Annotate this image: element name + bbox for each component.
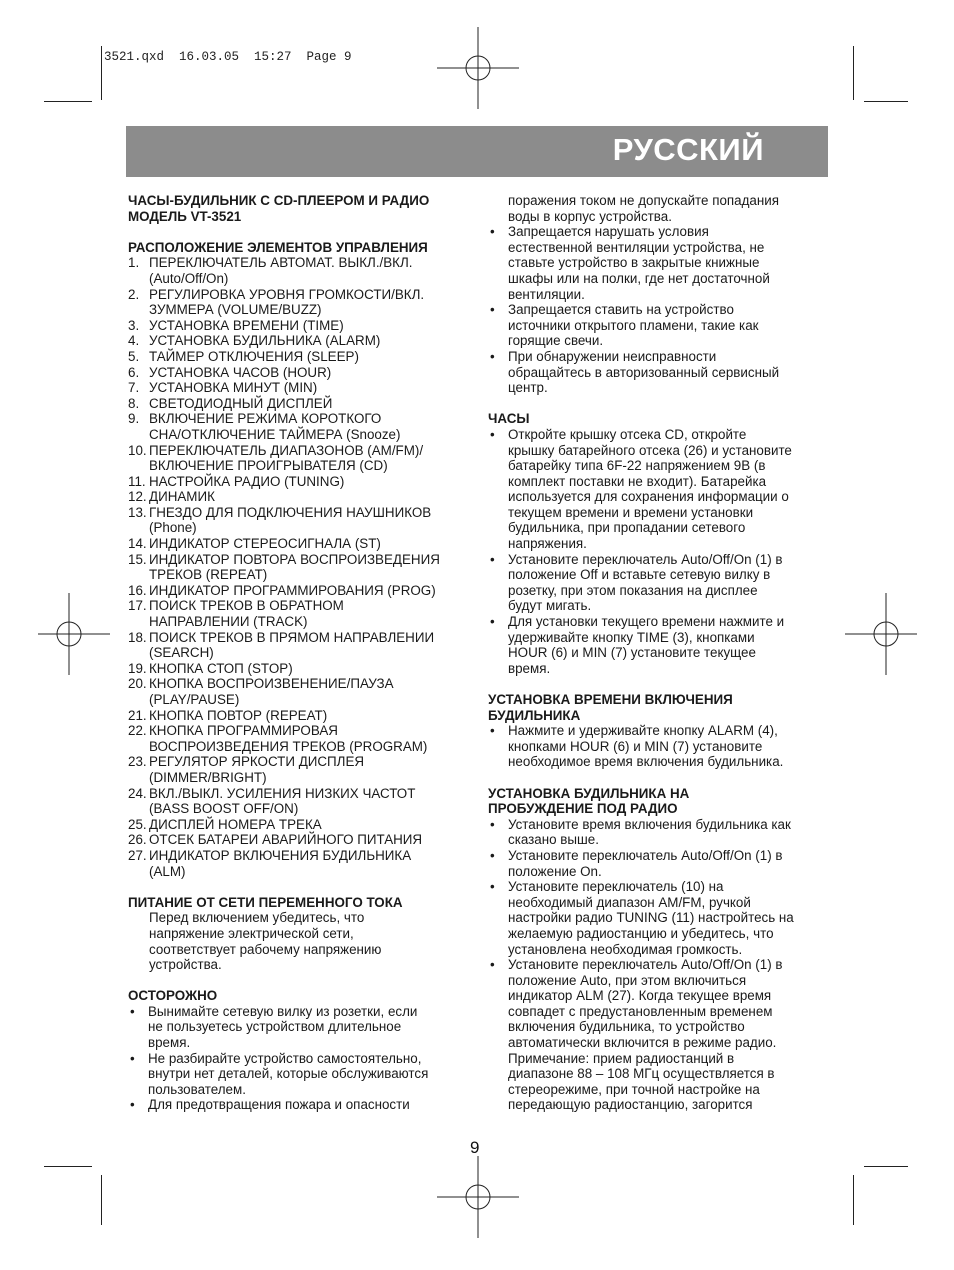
- control-item-line: ЗУММЕРА (VOLUME/BUZZ): [149, 302, 322, 318]
- clock-item-line: батарейку типа 6F-22 напряжением 9В (в: [508, 458, 766, 474]
- control-item-text: [149, 630, 472, 661]
- control-item-text: [149, 786, 472, 817]
- control-item-line: НАПРАВЛЕНИИ (TRACK): [149, 614, 308, 630]
- control-item-number: 22.: [128, 723, 147, 739]
- power-line: соответствует рабочему напряжению: [149, 941, 382, 957]
- control-item-number: 21.: [128, 707, 147, 723]
- alarm-heading: [488, 692, 832, 723]
- radio-alarm-item-line: необходимый диапазон AM/FM, ручкой: [508, 894, 751, 910]
- control-item-number: 26.: [128, 832, 147, 848]
- bullet-icon: •: [490, 224, 495, 240]
- control-item-text: [149, 723, 472, 754]
- clock-item-line: HOUR (6) и MIN (7) установите текущее: [508, 645, 756, 661]
- control-item-number: 12.: [128, 489, 147, 505]
- control-item-text: [149, 318, 472, 334]
- crop-mark-bl-h: [44, 1166, 92, 1167]
- control-item-number: 4.: [128, 333, 140, 349]
- bullet-icon: •: [490, 302, 495, 318]
- control-item-line: КНОПКА ВОСПРОИЗВЕНЕНИЕ/ПАУЗА: [149, 676, 394, 692]
- control-item-text: [149, 832, 472, 848]
- clock-heading: ЧАСЫ: [488, 411, 530, 427]
- caution-item-text: [148, 1004, 472, 1051]
- radio-alarm-item-text: [508, 817, 832, 848]
- control-item-line: ПОИСК ТРЕКОВ В ОБРАТНОМ: [149, 598, 344, 614]
- radio-alarm-heading-line: ПРОБУЖДЕНИЕ ПОД РАДИО: [488, 801, 678, 817]
- control-item-text: [149, 676, 472, 707]
- control-item-text: [149, 474, 472, 490]
- alarm-heading-line: БУДИЛЬНИКА: [488, 707, 581, 723]
- clock-item-line: будильника, при пропадании сетевого: [508, 520, 746, 536]
- control-item-text: [149, 552, 472, 583]
- radio-alarm-item-line: индикатор ALM (27). Когда текущее время: [508, 988, 772, 1004]
- caution-item-text: [508, 302, 832, 349]
- caution-item-line: Не разбирайте устройство самостоятельно,: [148, 1050, 422, 1066]
- control-item: [128, 723, 472, 754]
- caution-item: [128, 1097, 472, 1113]
- clock-item-line: время.: [508, 660, 551, 676]
- radio-alarm-item-line: Установите переключатель Auto/Off/On (1) в: [508, 957, 783, 973]
- caution-item-line: Вынимайте сетевую вилку из розетки, если: [148, 1003, 418, 1019]
- control-item-number: 20.: [128, 676, 147, 692]
- control-item-text: [149, 255, 472, 286]
- crop-mark-tr-h: [864, 101, 908, 102]
- caution-item: [128, 1004, 472, 1051]
- control-item-line: (PLAY/PAUSE): [149, 692, 240, 707]
- control-item: [128, 349, 472, 365]
- bullet-icon: •: [130, 1050, 135, 1066]
- radio-alarm-item-line: автоматически включится в режиме радио.: [508, 1035, 777, 1051]
- control-item-line: РЕГУЛЯТОР ЯРКОСТИ ДИСПЛЕЯ: [149, 754, 365, 770]
- control-item-line: ПЕРЕКЛЮЧАТЕЛЬ АВТОМАТ. ВЫКЛ./ВКЛ.: [149, 255, 413, 271]
- control-item-line: СВЕТОДИОДНЫЙ ДИСПЛЕЙ: [149, 395, 333, 411]
- caution-item-line: центр.: [508, 380, 548, 396]
- control-item: [128, 333, 472, 349]
- control-item-text: [149, 505, 472, 536]
- clock-item-text: [508, 427, 832, 552]
- control-item: [128, 443, 472, 474]
- control-item: [128, 583, 472, 599]
- model-title: МОДЕЛЬ VT-3521: [128, 208, 242, 224]
- banner-title: РУССКИЙ: [612, 132, 764, 167]
- radio-alarm-item-line: положение On.: [508, 863, 602, 879]
- control-item: [128, 489, 472, 505]
- power-heading: ПИТАНИЕ ОТ СЕТИ ПЕРЕМЕННОГО ТОКА: [128, 894, 403, 910]
- control-item-text: [149, 396, 472, 412]
- caution-item-line: внутри нет деталей, которые обслуживаются: [148, 1066, 429, 1082]
- radio-alarm-item-line: совпадет с предустановленным временем: [508, 1003, 773, 1019]
- registration-mark-left: [28, 593, 110, 675]
- clock-item: [488, 552, 832, 614]
- caution-item-line: обращайтесь в авторизованный сервисный: [508, 364, 780, 380]
- control-item: [128, 287, 472, 318]
- control-item-line: УСТАНОВКА ЧАСОВ (HOUR): [149, 364, 332, 380]
- controls-list: [128, 255, 472, 879]
- control-item-number: 16.: [128, 582, 147, 598]
- control-item-number: 18.: [128, 629, 147, 645]
- control-item-number: 5.: [128, 348, 140, 364]
- control-item-line: ОТСЕК БАТАРЕИ АВАРИЙНОГО ПИТАНИЯ: [149, 832, 423, 848]
- caution-item-line: Запрещается ставить на устройство: [508, 302, 734, 318]
- control-item-text: [149, 708, 472, 724]
- radio-alarm-item: [488, 879, 832, 957]
- alarm-item-text: [508, 723, 832, 770]
- control-item-line: ВКЛ./ВЫКЛ. УСИЛЕНИЯ НИЗКИХ ЧАСТОТ: [149, 785, 416, 801]
- crop-mark-tr-v: [853, 46, 854, 100]
- control-item-line: (ALM): [149, 863, 186, 879]
- control-item-line: ПОИСК ТРЕКОВ В ПРЯМОМ НАПРАВЛЕНИИ: [149, 629, 435, 645]
- control-item-line: СНА/ОТКЛЮЧЕНИЕ ТАЙМЕРА (Snooze): [149, 426, 401, 442]
- caution-item-line: горящие свечи.: [508, 333, 604, 349]
- radio-alarm-item-line: сказано выше.: [508, 832, 599, 848]
- control-item-text: [149, 365, 472, 381]
- power-line: напряжение электрической сети,: [149, 925, 354, 941]
- control-item-number: 6.: [128, 364, 140, 380]
- clock-item-text: [508, 614, 832, 676]
- radio-alarm-item-line: Установите переключатель (10) на: [508, 879, 724, 895]
- bullet-icon: •: [130, 1097, 135, 1113]
- radio-alarm-item-line: положение Auto, при этом включиться: [508, 972, 747, 988]
- control-item-text: [149, 817, 472, 833]
- registration-mark-top: [437, 27, 519, 109]
- control-item-line: КНОПКА ПОВТОР (REPEAT): [149, 707, 328, 723]
- caution-item-text: [148, 1051, 472, 1098]
- control-item-line: ПЕРЕКЛЮЧАТЕЛЬ ДИАПАЗОНОВ (AM/FM)/: [149, 442, 424, 458]
- radio-alarm-item-line: настройки радио TUNING (11) настройтесь на: [508, 910, 794, 926]
- alarm-item-line: Нажмите и удерживайте кнопку ALARM (4),: [508, 723, 778, 739]
- clock-item-line: комплект поставки не входит). Батарейка: [508, 473, 767, 489]
- control-item-line: ВКЛЮЧЕНИЕ РЕЖИМА КОРОТКОГО: [149, 411, 382, 427]
- control-item-number: 1.: [128, 255, 140, 271]
- radio-alarm-item-line: стереорежиме, при точной настройке на: [508, 1081, 760, 1097]
- clock-item-line: напряжения.: [508, 536, 587, 552]
- control-item-text: [149, 411, 472, 442]
- control-item-number: 11.: [128, 473, 146, 489]
- bullet-icon: •: [490, 551, 495, 567]
- control-item: [128, 817, 472, 833]
- control-item: [128, 396, 472, 412]
- caution-item-line: естественной вентиляции устройства, не: [508, 239, 765, 255]
- control-item-line: ТРЕКОВ (REPEAT): [149, 567, 268, 583]
- caution-item-line: не пользуетесь устройством длительное: [148, 1019, 402, 1035]
- control-item-number: 24.: [128, 785, 147, 801]
- control-item-text: [149, 443, 472, 474]
- radio-alarm-item: [488, 848, 832, 879]
- clock-item-line: Для установки текущего времени нажмите и: [508, 614, 785, 630]
- control-item-number: 27.: [128, 847, 147, 863]
- power-line: устройства.: [149, 957, 222, 973]
- control-item-number: 19.: [128, 660, 147, 676]
- product-title: ЧАСЫ-БУДИЛЬНИК С CD-ПЛЕЕРОМ И РАДИО: [128, 193, 430, 208]
- crop-mark-br-h: [864, 1166, 908, 1167]
- alarm-item-line: необходимое время включения будильника.: [508, 754, 784, 770]
- control-item-number: 25.: [128, 816, 147, 832]
- alarm-heading-line: УСТАНОВКА ВРЕМЕНИ ВКЛЮЧЕНИЯ: [488, 692, 733, 707]
- crop-mark-tl-h: [44, 101, 92, 102]
- power-paragraph: [128, 910, 472, 972]
- control-item-text: [149, 380, 472, 396]
- bullet-icon: •: [490, 879, 495, 895]
- caution-list: [128, 1004, 472, 1113]
- control-item-line: ИНДИКАТОР СТЕРЕОСИГНАЛА (ST): [149, 536, 381, 552]
- bullet-icon: •: [490, 614, 495, 630]
- control-item: [128, 380, 472, 396]
- radio-alarm-item-line: установлена необходимая громкость.: [508, 941, 743, 957]
- radio-alarm-heading-line: УСТАНОВКА БУДИЛЬНИКА НА: [488, 785, 690, 801]
- control-item-number: 17.: [128, 598, 147, 614]
- control-item-line: ТАЙМЕР ОТКЛЮЧЕНИЯ (SLEEP): [149, 348, 359, 364]
- radio-alarm-item-line: диапазоне 88 – 108 МГц осуществляется в: [508, 1066, 775, 1082]
- caution-item-text: [148, 1097, 472, 1113]
- control-item-line: ИНДИКАТОР ВКЛЮЧЕНИЯ БУДИЛЬНИКА: [149, 847, 412, 863]
- crop-mark-tl-v: [101, 46, 102, 100]
- control-item-line: НАСТРОЙКА РАДИО (TUNING): [149, 473, 345, 489]
- control-item-number: 15.: [128, 551, 147, 567]
- radio-alarm-item-line: передающую радиостанцию, загорится: [508, 1097, 753, 1113]
- control-item-text: [149, 349, 472, 365]
- controls-heading: РАСПОЛОЖЕНИЕ ЭЛЕМЕНТОВ УПРАВЛЕНИЯ: [128, 239, 428, 255]
- control-item: [128, 365, 472, 381]
- control-item-line: УСТАНОВКА ВРЕМЕНИ (TIME): [149, 317, 344, 333]
- radio-alarm-item-text: [508, 848, 832, 879]
- registration-mark-right: [845, 593, 927, 675]
- control-item: [128, 505, 472, 536]
- radio-alarm-item: [488, 957, 832, 1113]
- control-item: [128, 832, 472, 848]
- control-item-line: РЕГУЛИРОВКА УРОВНЯ ГРОМКОСТИ/ВКЛ.: [149, 286, 425, 302]
- right-column: [488, 193, 832, 1113]
- control-item: [128, 676, 472, 707]
- radio-alarm-heading: [488, 786, 832, 817]
- page-number: 9: [470, 1138, 480, 1157]
- control-item-text: [149, 598, 472, 629]
- control-item-line: (Auto/Off/On): [149, 270, 229, 286]
- caution-list-continued: [488, 224, 832, 396]
- clock-item-line: используется для сохранения информации о: [508, 489, 789, 505]
- registration-mark-bottom: [437, 1156, 519, 1238]
- clock-item-line: текущем времени и времени установки: [508, 504, 754, 520]
- caution-item-line: вентиляции.: [508, 286, 585, 302]
- control-item-line: КНОПКА СТОП (STOP): [149, 660, 293, 676]
- radio-alarm-item-line: Установите время включения будильника как: [508, 816, 791, 832]
- caution-item-text: [508, 224, 832, 302]
- crop-mark-br-v: [853, 1175, 854, 1225]
- caution-continuation-line: воды в корпус устройства.: [508, 208, 672, 224]
- control-item-text: [149, 754, 472, 785]
- caution-item: [488, 224, 832, 302]
- control-item-line: УСТАНОВКА БУДИЛЬНИКА (ALARM): [149, 333, 381, 349]
- control-item: [128, 474, 472, 490]
- control-item-text: [149, 333, 472, 349]
- left-column: [128, 193, 472, 1113]
- alarm-item: [488, 723, 832, 770]
- control-item-text: [149, 287, 472, 318]
- bullet-icon: •: [490, 847, 495, 863]
- control-item-text: [149, 536, 472, 552]
- caution-item-line: При обнаружении неисправности: [508, 348, 717, 364]
- control-item-number: 3.: [128, 317, 140, 333]
- caution-item-line: Запрещается нарушать условия: [508, 224, 709, 240]
- control-item-line: ДИНАМИК: [149, 489, 215, 505]
- control-item: [128, 708, 472, 724]
- radio-alarm-item-line: Примечание: прием радиостанций в: [508, 1050, 735, 1066]
- control-item-line: КНОПКА ПРОГРАММИРОВАЯ: [149, 723, 338, 739]
- control-item-line: ГНЕЗДО ДЛЯ ПОДКЛЮЧЕНИЯ НАУШНИКОВ: [149, 504, 432, 520]
- caution-item-line: Для предотвращения пожара и опасности: [148, 1097, 410, 1113]
- caution-heading: ОСТОРОЖНО: [128, 988, 218, 1004]
- caution-item-line: источники открытого пламени, такие как: [508, 317, 759, 333]
- clock-item: [488, 614, 832, 676]
- control-item-number: 23.: [128, 754, 147, 770]
- bullet-icon: •: [490, 957, 495, 973]
- control-item-text: [149, 583, 472, 599]
- control-item: [128, 630, 472, 661]
- control-item: [128, 786, 472, 817]
- radio-alarm-item-line: Установите переключатель Auto/Off/On (1) в: [508, 847, 783, 863]
- clock-item-line: Установите переключатель Auto/Off/On (1) в: [508, 551, 783, 567]
- caution-item-text: [508, 349, 832, 396]
- control-item: [128, 318, 472, 334]
- power-line: Перед включением убедитесь, что: [149, 910, 365, 926]
- control-item-text: [149, 489, 472, 505]
- alarm-list: [488, 723, 832, 770]
- clock-item: [488, 427, 832, 552]
- control-item-line: (BASS BOOST OFF/ON): [149, 801, 299, 817]
- radio-alarm-item-text: [508, 957, 832, 1113]
- control-item-line: ИНДИКАТОР ПРОГРАММИРОВАНИЯ (PROG): [149, 582, 436, 598]
- control-item-text: [149, 848, 472, 879]
- control-item: [128, 552, 472, 583]
- clock-item-text: [508, 552, 832, 614]
- clock-list: [488, 427, 832, 677]
- alarm-item-line: кнопками HOUR (6) и MIN (7) установите: [508, 738, 763, 754]
- radio-alarm-item: [488, 817, 832, 848]
- control-item-number: 10.: [128, 442, 147, 458]
- control-item-number: 2.: [128, 286, 140, 302]
- caution-item: [488, 349, 832, 396]
- clock-item-line: крышку батарейного отсека (26) и установите: [508, 442, 792, 458]
- clock-item-line: Откройте крышку отсека CD, откройте: [508, 426, 747, 442]
- radio-alarm-item-line: желаемую радиостанцию и убедитесь, что: [508, 925, 774, 941]
- clock-item-line: положение Off и вставьте сетевую вилку в: [508, 567, 771, 583]
- radio-alarm-item-text: [508, 879, 832, 957]
- control-item: [128, 661, 472, 677]
- caution-item: [488, 302, 832, 349]
- radio-alarm-item-line: включения будильника, то устройство: [508, 1019, 745, 1035]
- bullet-icon: •: [490, 816, 495, 832]
- control-item-line: (DIMMER/BRIGHT): [149, 769, 267, 785]
- control-item-number: 14.: [128, 536, 147, 552]
- control-item-line: (SEARCH): [149, 645, 214, 661]
- control-item: [128, 411, 472, 442]
- control-item-line: ДИСПЛЕЙ НОМЕРА ТРЕКА: [149, 816, 322, 832]
- clock-item-line: розетку, при этом показания на дисплее: [508, 582, 758, 598]
- control-item-number: 9.: [128, 411, 140, 427]
- caution-continuation: [488, 193, 832, 224]
- file-slug: 3521.qxd 16.03.05 15:27 Page 9: [104, 50, 352, 64]
- control-item: [128, 848, 472, 879]
- caution-item-line: пользователем.: [148, 1081, 246, 1097]
- bullet-icon: •: [130, 1003, 135, 1019]
- control-item: [128, 255, 472, 286]
- control-item-line: ВКЛЮЧЕНИЕ ПРОИГРЫВАТЕЛЯ (CD): [149, 458, 388, 474]
- control-item-number: 13.: [128, 504, 147, 520]
- bullet-icon: •: [490, 426, 495, 442]
- caution-continuation-line: поражения током не допускайте попадания: [508, 193, 779, 208]
- control-item-text: [149, 661, 472, 677]
- control-item-number: 7.: [128, 380, 140, 396]
- control-item-line: ИНДИКАТОР ПОВТОРА ВОСПРОИЗВЕДЕНИЯ: [149, 551, 440, 567]
- control-item-line: (Phone): [149, 520, 197, 536]
- control-item-number: 8.: [128, 395, 140, 411]
- caution-item-line: шкафы или на полки, где нет достаточной: [508, 270, 770, 286]
- control-item: [128, 598, 472, 629]
- caution-item-line: время.: [148, 1035, 191, 1051]
- radio-alarm-list: [488, 817, 832, 1113]
- control-item-line: ВОСПРОИЗВЕДЕНИЯ ТРЕКОВ (PROGRAM): [149, 738, 428, 754]
- language-banner: [126, 126, 828, 177]
- clock-item-line: будут мигать.: [508, 598, 592, 614]
- caution-item-line: ставьте устройство в закрытые книжные: [508, 255, 760, 271]
- control-item: [128, 536, 472, 552]
- control-item-line: УСТАНОВКА МИНУТ (MIN): [149, 380, 318, 396]
- caution-item: [128, 1051, 472, 1098]
- bullet-icon: •: [490, 348, 495, 364]
- bullet-icon: •: [490, 723, 495, 739]
- control-item: [128, 754, 472, 785]
- clock-item-line: удерживайте кнопку TIME (3), кнопками: [508, 629, 755, 645]
- crop-mark-bl-v: [101, 1175, 102, 1225]
